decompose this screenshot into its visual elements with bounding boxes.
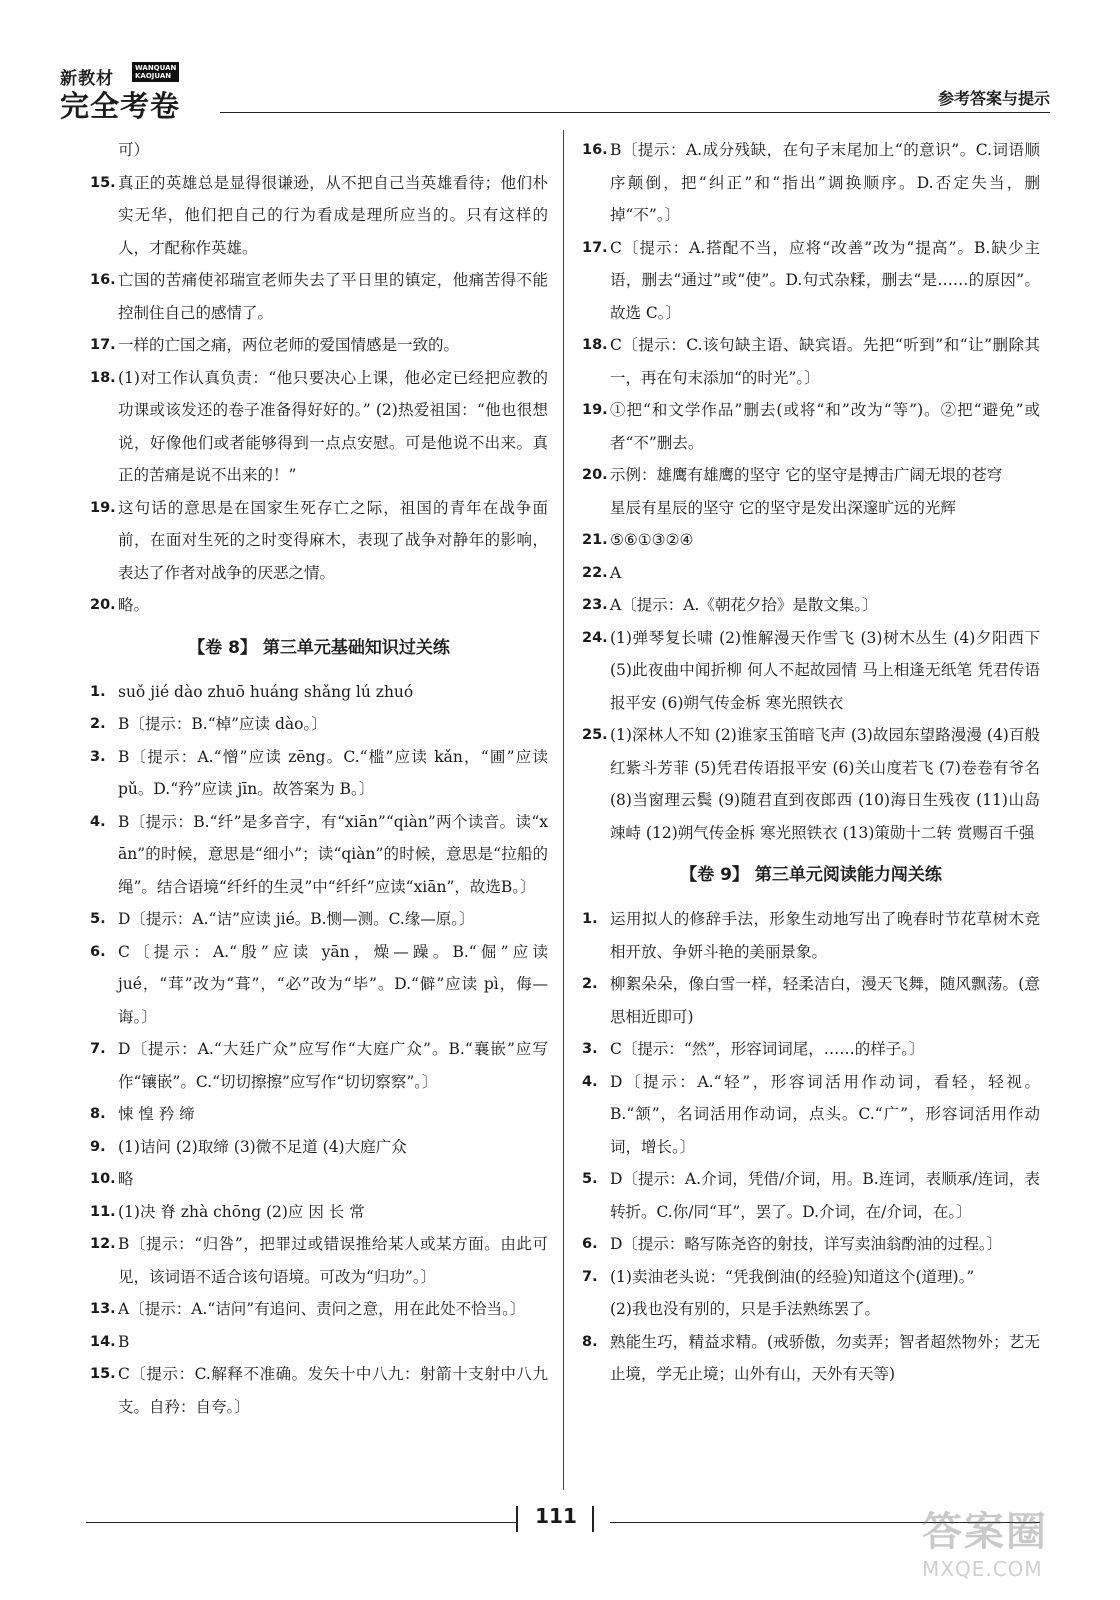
answer-item bbox=[582, 394, 1040, 459]
answer-number: 15. bbox=[90, 174, 116, 191]
answer-text: D〔提示：A.“诘”应读 jié。B.恻—测。C.缘—原。〕 bbox=[118, 910, 475, 928]
answer-number: 24. bbox=[582, 629, 608, 646]
answer-item bbox=[90, 936, 548, 1034]
answer-item bbox=[90, 1358, 548, 1423]
answer-item bbox=[582, 903, 1040, 968]
answer-text: D〔提示：略写陈尧咨的射技，详写卖油翁酌油的过程。〕 bbox=[610, 1235, 1003, 1253]
answer-item bbox=[582, 557, 1040, 590]
answer-number: 9. bbox=[90, 1138, 106, 1155]
answer-item bbox=[582, 1066, 1040, 1164]
answer-text: 一样的亡国之痛，两位老师的爱国情感是一致的。 bbox=[118, 336, 460, 354]
brand-series: 新教材 bbox=[60, 69, 114, 89]
answer-number: 2. bbox=[90, 716, 106, 732]
answer-number: 13. bbox=[90, 1301, 116, 1317]
answer-text: B〔提示：A.“憎”应读 zēng。C.“槛”应读 kǎn，“圃”应读 pǔ。D.“矜”应读 jīn。故答案为 B。〕 bbox=[118, 747, 548, 798]
answer-number: 19. bbox=[582, 402, 608, 418]
footer-bar-left bbox=[516, 1506, 518, 1532]
page-header bbox=[60, 56, 1050, 123]
answer-item bbox=[90, 806, 548, 904]
answer-text: C〔提示：A.搭配不当，应将“改善”改为“提高”。B.缺少主语，删去“通过”或“使”。D.句式杂糅，删去“是……的原因”。故选 C。〕 bbox=[610, 238, 1040, 322]
footer-bar-right bbox=[592, 1506, 594, 1532]
answer-item bbox=[90, 362, 548, 492]
answer-item bbox=[582, 1261, 1040, 1326]
answer-item bbox=[582, 329, 1040, 394]
answer-text: ①把“和文学作品”删去(或将“和”改为“等”)。②把“避免”或者“不”删去。 bbox=[610, 401, 1040, 452]
answer-number: 23. bbox=[582, 597, 608, 613]
section-header-title: 参考答案与提示 bbox=[937, 89, 1050, 108]
answer-text: 略 bbox=[118, 1170, 134, 1188]
answer-item bbox=[582, 622, 1040, 720]
column-divider bbox=[563, 130, 564, 1490]
answer-text: (1)诘问 (2)取缔 (3)微不足道 (4)大庭广众 bbox=[118, 1137, 407, 1156]
answer-text: 示例：雄鹰有雄鹰的坚守 它的坚守是搏击广阔无垠的苍穹 星辰有星辰的坚守 它的坚守是发出深邃旷远的光辉 bbox=[610, 466, 1003, 517]
answer-item bbox=[90, 264, 548, 329]
section-title-juan9: 【卷 9】 第三单元阅读能力闯关练 bbox=[680, 865, 942, 885]
watermark-url: MXQE.COM bbox=[922, 1557, 1043, 1581]
answer-number: 10. bbox=[90, 1171, 116, 1187]
answer-text: 柳絮朵朵，像白雪一样，轻柔洁白，漫天飞舞，随风飘荡。(意思相近即可) bbox=[610, 975, 1040, 1026]
answer-text: C〔提示：“然”，形容词词尾，……的样子。〕 bbox=[610, 1040, 925, 1058]
answer-text: 运用拟人的修辞手法，形象生动地写出了晚春时节花草树木竞相开放、争妍斗艳的美丽景象。 bbox=[610, 910, 1040, 961]
answer-text: (1)决 脊 zhà chōng (2)应 因 长 常 bbox=[118, 1202, 365, 1221]
answer-number: 4. bbox=[90, 813, 106, 830]
answer-number: 14. bbox=[90, 1333, 116, 1350]
answer-text: B bbox=[118, 1332, 130, 1351]
answer-number: 20. bbox=[90, 597, 116, 613]
right-answers-b bbox=[582, 903, 1040, 1391]
answer-item bbox=[582, 1228, 1040, 1261]
answer-item bbox=[582, 459, 1040, 524]
answer-text: A〔提示：A.《朝花夕拾》是散文集。〕 bbox=[610, 596, 878, 614]
answer-text: C〔提示：A.“殷”应读 yān，燥—躁。B.“倔”应读 jué，“茸”改为“葺”，“必”改为“毕”。D.“僻”应读 pì，侮—诲。〕 bbox=[118, 942, 548, 1026]
answer-number: 3. bbox=[90, 748, 106, 765]
right-column bbox=[582, 134, 1040, 1391]
answer-item bbox=[90, 903, 548, 936]
answer-text: suǒ jié dào zhuō huáng shǎng lú zhuó bbox=[118, 682, 414, 701]
answer-text: C〔提示：C.解释不准确。发矢十中八九：射箭十支射中八九支。自矜：自夸。〕 bbox=[118, 1365, 548, 1416]
answer-text: D〔提示：A.“大廷广众”应写作“大庭广众”。B.“襄嵌”应写作“镶嵌”。C.“切切擦擦”应写作“切切察察”。〕 bbox=[118, 1040, 548, 1091]
answer-text: D〔提示：A.介词，凭借/介词，用。B.连词，表顺承/连词，表转折。C.你/同“耳”，罢了。D.介词，在/介词，在。〕 bbox=[610, 1170, 1040, 1221]
answer-number: 2. bbox=[582, 976, 598, 992]
answer-item bbox=[582, 589, 1040, 622]
answer-number: 1. bbox=[582, 911, 598, 927]
answer-item bbox=[90, 589, 548, 622]
answer-number: 18. bbox=[582, 337, 608, 353]
answer-item bbox=[582, 968, 1040, 1033]
watermark-logo: 答案圈 bbox=[922, 1509, 1048, 1555]
answer-text: 略。 bbox=[118, 596, 150, 614]
answer-text: D〔提示：A.“轻”，形容词活用作动词，看轻，轻视。B.“颔”，名词活用作动词，点头。C.“广”，形容词活用作动词，增长。〕 bbox=[610, 1072, 1040, 1156]
continuation-text bbox=[90, 134, 548, 167]
answer-number: 18. bbox=[90, 369, 116, 386]
answer-text: C〔提示：C.该句缺主语、缺宾语。先把“听到”和“让”删除其一，再在句末添加“的时光”。〕 bbox=[610, 336, 1040, 387]
answer-text: 熟能生巧，精益求精。(戒骄傲，勿卖弄；智者超然物外；艺无止境，学无止境；山外有山，天外有天等) bbox=[610, 1332, 1040, 1383]
answer-item bbox=[90, 1326, 548, 1359]
answer-text: A bbox=[610, 563, 622, 582]
answer-item bbox=[90, 1163, 548, 1196]
answer-item bbox=[582, 232, 1040, 330]
answer-number: 22. bbox=[582, 564, 608, 581]
answer-text: B〔提示：“归咎”，把罪过或错误推给某人或某方面。由此可见，该词语不适合该句语境。可改为“归功”。〕 bbox=[118, 1235, 548, 1286]
continuation-label: 可） bbox=[118, 141, 150, 159]
answer-text: B〔提示：B.“棹”应读 dào。〕 bbox=[118, 715, 327, 733]
answer-number: 16. bbox=[90, 272, 116, 288]
left-column bbox=[90, 134, 548, 1423]
answer-number: 1. bbox=[90, 683, 106, 700]
answer-number: 8. bbox=[90, 1106, 106, 1122]
section-title-juan8: 【卷 8】 第三单元基础知识过关练 bbox=[188, 637, 450, 658]
answer-number: 19. bbox=[90, 499, 116, 516]
answer-number: 5. bbox=[90, 911, 106, 927]
answer-item bbox=[90, 676, 548, 709]
answer-item bbox=[582, 524, 1040, 557]
page-number: 111 bbox=[535, 1504, 577, 1528]
brand-pinyin-line-1: WANQUAN bbox=[135, 64, 177, 72]
answer-number: 11. bbox=[90, 1203, 116, 1220]
answer-text: (1)弹琴复长啸 (2)惟解漫天作雪飞 (3)树木丛生 (4)夕阳西下 (5)此夜曲中闻折柳 何人不起故园情 马上相逢无纸笔 凭君传语报平安 (6)朔气传金柝 寒光照铁衣 bbox=[610, 628, 1040, 712]
answer-number: 15. bbox=[90, 1366, 116, 1382]
brand-pinyin-line-2: KAOJUAN bbox=[135, 72, 172, 80]
answer-item bbox=[90, 1293, 548, 1326]
answer-item bbox=[90, 1196, 548, 1229]
header-rule bbox=[220, 112, 1050, 113]
answer-item bbox=[90, 1033, 548, 1098]
answer-text: 亡国的苦痛使祁瑞宣老师失去了平日里的镇定，他痛苦得不能控制住自己的感情了。 bbox=[118, 271, 548, 322]
brand-title: 完全考卷 bbox=[60, 89, 181, 123]
brand-pinyin-badge bbox=[132, 62, 179, 82]
answer-number: 6. bbox=[90, 943, 106, 960]
answer-number: 4. bbox=[582, 1073, 598, 1090]
answer-text: (1)卖油老头说：“凭我倒油(的经验)知道这个(道理)。” (2)我也没有别的，只是手法熟练罢了。 bbox=[610, 1267, 975, 1318]
answer-number: 16. bbox=[582, 142, 608, 158]
answer-number: 8. bbox=[582, 1333, 598, 1350]
answer-item bbox=[90, 1228, 548, 1293]
answer-item bbox=[582, 1033, 1040, 1066]
answer-item bbox=[582, 1163, 1040, 1228]
answer-item bbox=[90, 1131, 548, 1164]
answer-item bbox=[90, 741, 548, 806]
answer-number: 21. bbox=[582, 532, 608, 548]
answer-text: ⑤⑥①③②④ bbox=[610, 531, 694, 549]
answer-number: 20. bbox=[582, 467, 608, 483]
left-answers-b bbox=[90, 676, 548, 1424]
answer-number: 17. bbox=[582, 239, 608, 256]
answer-item bbox=[90, 492, 548, 590]
answer-number: 17. bbox=[90, 337, 116, 353]
right-answers-a bbox=[582, 134, 1040, 849]
answer-item bbox=[582, 1326, 1040, 1391]
answer-item bbox=[582, 134, 1040, 232]
left-answers-a bbox=[90, 167, 548, 622]
answer-item bbox=[582, 719, 1040, 849]
answer-number: 12. bbox=[90, 1236, 116, 1252]
answer-number: 7. bbox=[582, 1268, 598, 1285]
answer-text: B〔提示：B.“纤”是多音字，有“xiān”“qiàn”两个读音。读“x ān”的时候，意思是“细小”；读“qiàn”的时候，意思是“拉船的绳”。结合语境“纤纤的生灵”中“纤纤”应读“xiān”，故选B。〕 bbox=[118, 812, 548, 896]
answer-text: 悚 惶 矜 缔 bbox=[118, 1105, 195, 1123]
footer-rule-left bbox=[86, 1522, 516, 1523]
answer-number: 6. bbox=[582, 1236, 598, 1252]
answer-text: 真正的英雄总是显得很谦逊，从不把自己当英雄看待；他们朴实无华，他们把自己的行为看成是理所应当的。只有这样的人，才配称作英雄。 bbox=[118, 173, 548, 257]
answer-number: 3. bbox=[582, 1041, 598, 1057]
answer-text: B〔提示：A.成分残缺，在句子末尾加上“的意识”。C.词语顺序颠倒，把“纠正”和“指出”调换顺序。D.否定失当，删掉“不”。〕 bbox=[610, 141, 1040, 224]
answer-item bbox=[90, 708, 548, 741]
answer-number: 7. bbox=[90, 1041, 106, 1057]
answer-text: (1)对工作认真负责：“他只要决心上课，他必定已经把应教的功课或该发还的卷子准备得好好的。” (2)热爱祖国：“他也很想说，好像他们或者能够得到一点点安慰。可是他说不出来。真正的苦痛是说不出来的！” bbox=[118, 368, 548, 484]
answer-item bbox=[90, 329, 548, 362]
watermark bbox=[922, 1500, 1092, 1580]
page-footer bbox=[86, 1500, 1040, 1540]
answer-text: A〔提示：A.“诘问”有追问、责问之意，用在此处不恰当。〕 bbox=[118, 1300, 526, 1318]
answer-number: 25. bbox=[582, 727, 608, 743]
answer-text: (1)深林人不知 (2)谁家玉笛暗飞声 (3)故园东望路漫漫 (4)百般红紫斗芳菲 (5)凭君传语报平安 (6)关山度若飞 (7)卷卷有爷名 (8)当窗理云鬓 (9)随君直到夜郎西 (10)海日生残夜 (11)山岛竦峙 (12)朔气传金柝 寒光照铁衣 (13)策勋十二转 赏赐百千强 bbox=[610, 726, 1040, 842]
answer-item bbox=[90, 167, 548, 265]
answer-item bbox=[90, 1098, 548, 1131]
answer-text: 这句话的意思是在国家生死存亡之际，祖国的青年在战争面前，在面对生死的之时变得麻木，表现了战争对静年的影响，表达了作者对战争的厌恶之情。 bbox=[118, 498, 548, 582]
answer-number: 5. bbox=[582, 1171, 598, 1187]
